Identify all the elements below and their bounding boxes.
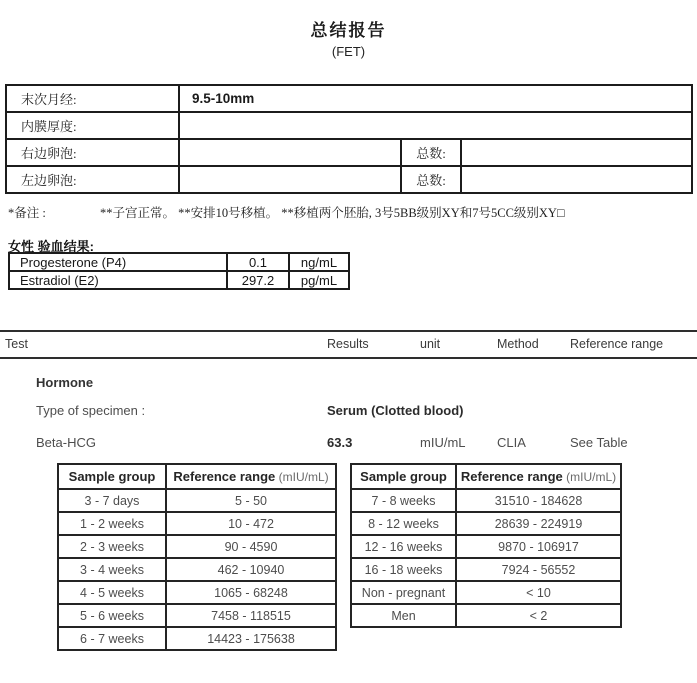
column-header-test: Test (5, 337, 28, 351)
ref-header-range-unit: (mIU/mL) (562, 470, 617, 484)
test-name-beta-hcg: Beta-HCG (36, 435, 96, 450)
ref-header-range (166, 464, 336, 489)
table-row (9, 271, 349, 289)
ref-header-range-unit: (mIU/mL) (275, 470, 329, 484)
ref-group: 8 - 12 weeks (351, 512, 456, 535)
table-row (351, 581, 621, 604)
ref-group: 3 - 7 days (58, 489, 166, 512)
ref-range: 1065 - 68248 (166, 581, 336, 604)
blood-test-unit: pg/mL (289, 271, 349, 289)
row-label-right-follicle: 右边卵泡: (6, 139, 179, 166)
ref-range: 31510 - 184628 (456, 489, 621, 512)
specimen-label: Type of specimen : (36, 403, 146, 418)
table-row (351, 512, 621, 535)
row-label-endometrium: 内膜厚度: (6, 112, 179, 139)
table-row (58, 604, 336, 627)
table-row (6, 166, 692, 193)
row-value-right-follicle (179, 139, 401, 166)
ref-group: Non - pregnant (351, 581, 456, 604)
blood-test-unit: ng/mL (289, 253, 349, 271)
blood-test-value: 0.1 (227, 253, 289, 271)
blood-test-value: 297.2 (227, 271, 289, 289)
row-value-last-period: 9.5-10mm (179, 85, 692, 112)
specimen-value: Serum (Clotted blood) (327, 403, 464, 418)
table-row (351, 558, 621, 581)
ref-header-range-label: Reference range (173, 469, 276, 484)
reference-table-right (350, 463, 622, 628)
ref-range: 7924 - 56552 (456, 558, 621, 581)
ref-range: 10 - 472 (166, 512, 336, 535)
table-row (58, 558, 336, 581)
table-row (58, 512, 336, 535)
ref-range: < 2 (456, 604, 621, 627)
blood-test-name: Estradiol (E2) (9, 271, 227, 289)
table-row (6, 139, 692, 166)
summary-table (5, 84, 693, 194)
remark-text: **子宫正常。 **安排10号移植。 **移植两个胚胎, 3号5BB级别XY和7号5CC级别XY□ (100, 206, 565, 220)
ref-range: 7458 - 118515 (166, 604, 336, 627)
test-method: CLIA (497, 435, 526, 450)
remark-label: *备注 : (8, 206, 46, 220)
test-result-unit: mIU/mL (420, 435, 466, 450)
table-row (351, 489, 621, 512)
remark-line (8, 203, 693, 221)
horizontal-rule-bottom (0, 357, 697, 359)
row-value-right-total (461, 139, 692, 166)
ref-range: 90 - 4590 (166, 535, 336, 558)
table-row (9, 253, 349, 271)
page-title: 总结报告 (310, 21, 387, 40)
table-row (58, 535, 336, 558)
ref-range: 14423 - 175638 (166, 627, 336, 650)
column-header-reference-range: Reference range (570, 337, 664, 351)
row-label-last-period: 末次月经: (6, 85, 179, 112)
blood-test-name: Progesterone (P4) (9, 253, 227, 271)
ref-group: Men (351, 604, 456, 627)
row-label-left-total: 总数: (401, 166, 461, 193)
ref-range: 9870 - 106917 (456, 535, 621, 558)
ref-header-range (456, 464, 621, 489)
table-row (58, 489, 336, 512)
table-row (6, 85, 692, 112)
ref-range: < 10 (456, 581, 621, 604)
ref-group: 12 - 16 weeks (351, 535, 456, 558)
ref-header-sample-group: Sample group (58, 464, 166, 489)
ref-group: 5 - 6 weeks (58, 604, 166, 627)
table-row (351, 464, 621, 489)
ref-group: 6 - 7 weeks (58, 627, 166, 650)
ref-group: 16 - 18 weeks (351, 558, 456, 581)
ref-header-range-label: Reference range (460, 469, 563, 484)
row-value-left-follicle (179, 166, 401, 193)
ref-header-sample-group: Sample group (351, 464, 456, 489)
lab-group-hormone: Hormone (36, 375, 94, 390)
table-row (58, 627, 336, 650)
row-value-left-total (461, 166, 692, 193)
table-row (58, 581, 336, 604)
horizontal-rule-top (0, 330, 697, 332)
table-row (351, 535, 621, 558)
row-label-left-follicle: 左边卵泡: (6, 166, 179, 193)
reference-table-left (57, 463, 337, 651)
table-row (58, 464, 336, 489)
row-label-right-total: 总数: (401, 139, 461, 166)
column-header-unit: unit (420, 337, 441, 351)
blood-results-table (8, 252, 350, 290)
ref-group: 2 - 3 weeks (58, 535, 166, 558)
column-header-method: Method (497, 337, 539, 351)
blood-results-heading: 女性 验血结果: (8, 239, 94, 254)
ref-group: 1 - 2 weeks (58, 512, 166, 535)
column-header-results: Results (327, 337, 369, 351)
row-value-endometrium (179, 112, 692, 139)
ref-range: 462 - 10940 (166, 558, 336, 581)
page-subtitle: (FET) (331, 44, 366, 59)
ref-range: 5 - 50 (166, 489, 336, 512)
ref-group: 7 - 8 weeks (351, 489, 456, 512)
table-row (351, 604, 621, 627)
ref-group: 4 - 5 weeks (58, 581, 166, 604)
test-result-value: 63.3 (327, 435, 353, 450)
test-reference: See Table (570, 435, 628, 450)
table-row (6, 112, 692, 139)
ref-group: 3 - 4 weeks (58, 558, 166, 581)
ref-range: 28639 - 224919 (456, 512, 621, 535)
